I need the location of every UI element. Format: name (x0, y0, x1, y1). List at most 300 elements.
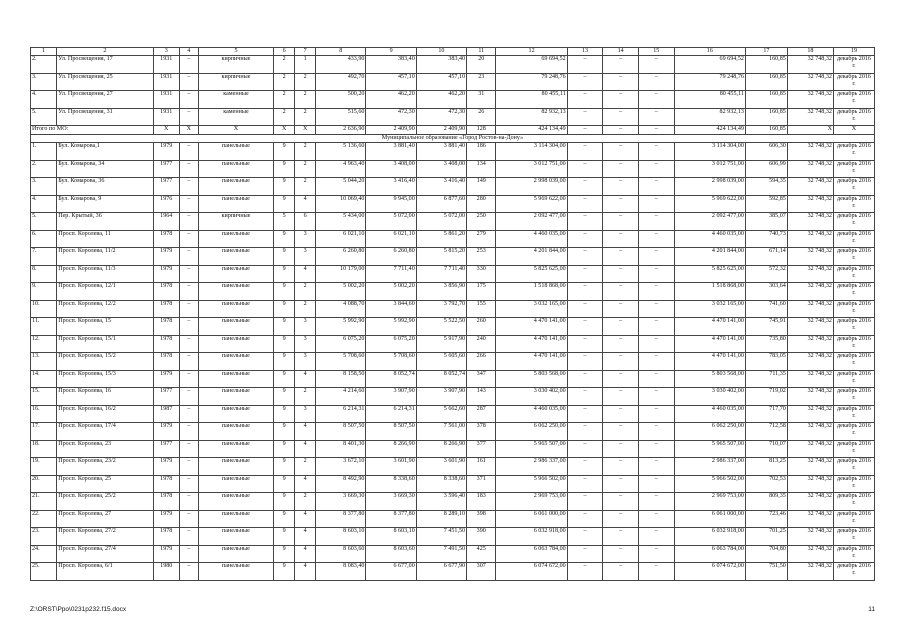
table-cell: 390 (467, 528, 496, 546)
table-cell: 701,25 (745, 528, 787, 546)
table-cell: 5 917,90 (416, 335, 466, 353)
table-cell: 82 932,13 (496, 108, 567, 126)
table-cell: – (179, 423, 198, 441)
table-cell: 4 088,70 (316, 300, 366, 318)
table-cell: 2 (295, 388, 316, 406)
table-cell: декабрь 2016 г. (833, 56, 874, 74)
table-cell: – (179, 178, 198, 196)
table-cell: каменные (198, 108, 273, 126)
table-cell: 723,46 (745, 510, 787, 528)
table-cell: 79 248,76 (674, 73, 745, 91)
table-cell: декабрь 2016 г. (833, 300, 874, 318)
table-cell: 4. (31, 91, 57, 109)
table-cell: Пер. Крытый, 36 (57, 213, 153, 231)
table-cell: 6 074 672,00 (496, 563, 567, 581)
table-cell: панельные (198, 195, 273, 213)
table-cell: 250 (467, 213, 496, 231)
table-row (31, 230, 875, 248)
table-row (31, 108, 875, 126)
table-cell: 1964 (153, 213, 179, 231)
table-cell: – (603, 195, 639, 213)
section-title: Муниципальное образование «Город Ростов-на-Дону» (31, 135, 875, 143)
table-cell: 813,25 (745, 458, 787, 476)
table-cell: 8 266,90 (366, 440, 416, 458)
table-cell: 378 (467, 423, 496, 441)
table-cell: 9 (274, 283, 295, 301)
table-cell: 5 662,60 (416, 405, 466, 423)
table-cell: 69 694,52 (496, 56, 567, 74)
table-cell: 307 (467, 563, 496, 581)
table-cell: 32 748,32 (787, 230, 833, 248)
page-number: 11 (868, 606, 875, 613)
table-cell: – (638, 458, 674, 476)
table-cell: 9 (274, 353, 295, 371)
table-cell: X (153, 126, 179, 135)
table-cell: – (567, 563, 603, 581)
table-cell: панельные (198, 283, 273, 301)
table-cell: 21. (31, 493, 57, 511)
table-cell: – (638, 563, 674, 581)
table-cell: 712,58 (745, 423, 787, 441)
table-row (31, 440, 875, 458)
table-cell: 4 (295, 563, 316, 581)
table-cell: 2 (295, 300, 316, 318)
table-cell: 6 062 250,00 (496, 423, 567, 441)
table-cell: 1978 (153, 300, 179, 318)
table-cell: 515,60 (316, 108, 366, 126)
table-cell: 32 748,32 (787, 528, 833, 546)
table-cell: 32 748,32 (787, 283, 833, 301)
table-row (31, 143, 875, 161)
table-cell: 14. (31, 370, 57, 388)
table-cell: 4 (295, 440, 316, 458)
table-cell: 1978 (153, 230, 179, 248)
table-cell: 23. (31, 528, 57, 546)
table-cell: 13. (31, 353, 57, 371)
table-cell: 32 748,32 (787, 423, 833, 441)
table-cell: – (603, 265, 639, 283)
column-number: 1 (31, 48, 57, 56)
table-cell: 9 (274, 178, 295, 196)
table-cell: – (179, 283, 198, 301)
table-cell: 2 986 337,00 (496, 458, 567, 476)
table-cell: Бул. Комарова,1 (57, 143, 153, 161)
table-cell: 462,20 (366, 91, 416, 109)
table-cell: 5. (31, 108, 57, 126)
table-cell: 2 (274, 91, 295, 109)
table-cell: 4 470 141,00 (496, 335, 567, 353)
table-cell: 10. (31, 300, 57, 318)
table-cell: 161 (467, 458, 496, 476)
table-cell: 1976 (153, 195, 179, 213)
column-number: 16 (674, 48, 745, 56)
table-cell: 1931 (153, 91, 179, 109)
table-cell: – (603, 300, 639, 318)
table-cell: 160,85 (745, 56, 787, 74)
table-cell: X (833, 126, 874, 135)
table-cell: 12. (31, 335, 57, 353)
table-cell: – (603, 563, 639, 581)
table-cell: 6 074 672,00 (674, 563, 745, 581)
table-cell: 3 596,40 (416, 493, 466, 511)
table-cell: декабрь 2016 г. (833, 160, 874, 178)
table-cell: 5 803 568,00 (674, 370, 745, 388)
table-cell: 3 844,60 (366, 300, 416, 318)
table-cell: 6 061 000,00 (496, 510, 567, 528)
table-cell: декабрь 2016 г. (833, 510, 874, 528)
table-cell: 8 289,10 (416, 510, 466, 528)
table-cell: 4 (295, 510, 316, 528)
table-cell: 6 260,80 (316, 248, 366, 266)
table-cell: 5 708,60 (366, 353, 416, 371)
table-cell: 9 (274, 160, 295, 178)
table-cell: 3 792,70 (416, 300, 466, 318)
table-row (31, 300, 875, 318)
table-row (31, 545, 875, 563)
table-cell: 11. (31, 318, 57, 336)
table-cell: – (567, 178, 603, 196)
table-cell: 5 965 507,00 (674, 440, 745, 458)
table-cell: декабрь 2016 г. (833, 213, 874, 231)
table-cell: 5 002,20 (316, 283, 366, 301)
table-cell: Просп. Королева, 23 (57, 440, 153, 458)
table-cell: 25. (31, 563, 57, 581)
table-cell: панельные (198, 545, 273, 563)
table-cell: – (603, 510, 639, 528)
table-row (31, 370, 875, 388)
table-cell: – (179, 248, 198, 266)
table-cell: 6 214,31 (316, 405, 366, 423)
table-cell: 266 (467, 353, 496, 371)
table-cell: 160,85 (745, 73, 787, 91)
table-cell: 280 (467, 195, 496, 213)
table-cell: 6 063 784,00 (674, 545, 745, 563)
table-cell: 3 012 751,00 (496, 160, 567, 178)
table-cell: 1979 (153, 248, 179, 266)
table-cell: панельные (198, 265, 273, 283)
table-cell: 3 672,10 (316, 458, 366, 476)
table-cell: декабрь 2016 г. (833, 265, 874, 283)
table-cell: 7 711,40 (416, 265, 466, 283)
table-cell: 16. (31, 405, 57, 423)
table-cell: – (179, 510, 198, 528)
table-row (31, 423, 875, 441)
table-cell: 3 907,90 (366, 388, 416, 406)
table-cell: – (179, 91, 198, 109)
table-row (31, 178, 875, 196)
table-cell: – (603, 91, 639, 109)
table-cell: 330 (467, 265, 496, 283)
table-cell: 3. (31, 73, 57, 91)
column-number: 8 (316, 48, 366, 56)
table-cell: декабрь 2016 г. (833, 388, 874, 406)
table-cell: – (179, 265, 198, 283)
total-row (31, 126, 875, 135)
table-cell: 80 455,11 (674, 91, 745, 109)
table-cell: 1977 (153, 160, 179, 178)
table-cell: 2 (295, 178, 316, 196)
table-cell: 3 408,00 (416, 160, 466, 178)
table-cell: 5 434,00 (316, 213, 366, 231)
table-cell: 32 748,32 (787, 510, 833, 528)
table-cell: 8 052,74 (416, 370, 466, 388)
table-cell: 740,73 (745, 230, 787, 248)
column-number: 15 (638, 48, 674, 56)
table-cell: 32 748,32 (787, 318, 833, 336)
table-cell: – (638, 318, 674, 336)
table-cell: 398 (467, 510, 496, 528)
table-cell: 4 460 035,00 (496, 230, 567, 248)
table-cell: – (603, 353, 639, 371)
table-cell: декабрь 2016 г. (833, 475, 874, 493)
table-cell: Просп. Королева, 11 (57, 230, 153, 248)
table-cell: Ул. Просвещения, 31 (57, 108, 153, 126)
table-cell: панельные (198, 248, 273, 266)
table-cell: – (567, 143, 603, 161)
table-cell: – (603, 405, 639, 423)
table-cell: 8 401,30 (316, 440, 366, 458)
table-cell: 9 (274, 545, 295, 563)
table-cell: 160,85 (745, 108, 787, 126)
table-cell: 5 825 625,00 (674, 265, 745, 283)
table-cell: 9 (274, 248, 295, 266)
table-cell: – (179, 563, 198, 581)
table-cell: 9 (274, 528, 295, 546)
table-cell: 32 748,32 (787, 545, 833, 563)
table-cell: 155 (467, 300, 496, 318)
table-cell: – (603, 283, 639, 301)
table-cell: – (638, 528, 674, 546)
table-row (31, 335, 875, 353)
table-cell: 3 408,00 (366, 160, 416, 178)
column-number: 11 (467, 48, 496, 56)
table-cell: 9 (274, 230, 295, 248)
table-cell: 32 748,32 (787, 195, 833, 213)
table-cell: – (567, 160, 603, 178)
table-cell: – (179, 108, 198, 126)
table-cell: 8 492,90 (316, 475, 366, 493)
table-cell: 4 214,60 (316, 388, 366, 406)
table-cell: 9 (274, 510, 295, 528)
table-cell: 1979 (153, 370, 179, 388)
table-cell: декабрь 2016 г. (833, 405, 874, 423)
table-cell: 702,53 (745, 475, 787, 493)
table-cell: 457,10 (366, 73, 416, 91)
table-cell: панельные (198, 423, 273, 441)
table-cell: – (638, 423, 674, 441)
table-cell: 5. (31, 213, 57, 231)
table-cell: 2 (295, 73, 316, 91)
table-row (31, 318, 875, 336)
table-cell: 6 (295, 213, 316, 231)
table-cell: Просп. Королева, 17/4 (57, 423, 153, 441)
table-cell: панельные (198, 458, 273, 476)
table-cell: 32 748,32 (787, 440, 833, 458)
table-cell: 32 748,32 (787, 73, 833, 91)
table-cell: декабрь 2016 г. (833, 318, 874, 336)
table-cell: Бул. Комарова, 34 (57, 160, 153, 178)
table-cell: 4 (295, 545, 316, 563)
table-cell: – (603, 126, 639, 135)
table-cell: – (179, 353, 198, 371)
table-cell: 1978 (153, 493, 179, 511)
table-cell: панельные (198, 178, 273, 196)
table-cell: – (603, 545, 639, 563)
table-cell: Просп. Королева, 25 (57, 475, 153, 493)
column-number: 6 (274, 48, 295, 56)
table-cell: – (603, 73, 639, 91)
table-cell: 383,40 (416, 56, 466, 74)
table-row (31, 528, 875, 546)
table-cell: – (638, 195, 674, 213)
table-cell: Просп. Королева, 27 (57, 510, 153, 528)
table-cell: 9 (274, 458, 295, 476)
table-cell: 8 266,90 (416, 440, 466, 458)
table-cell: – (179, 370, 198, 388)
table-cell: – (179, 143, 198, 161)
table-cell: 3 (295, 335, 316, 353)
table-cell: 79 248,76 (496, 73, 567, 91)
table-cell: 7 451,50 (416, 528, 466, 546)
table-cell: 4 (295, 475, 316, 493)
table-cell: – (567, 423, 603, 441)
table-cell: 32 748,32 (787, 178, 833, 196)
table-cell: 492,70 (316, 73, 366, 91)
table-cell: Просп. Королева, 11/2 (57, 248, 153, 266)
table-cell: панельные (198, 388, 273, 406)
table-row (31, 160, 875, 178)
table-cell: 2 (274, 73, 295, 91)
table-cell: 6 032 918,00 (496, 528, 567, 546)
table-cell: 8 507,50 (316, 423, 366, 441)
table-cell: 1980 (153, 563, 179, 581)
table-cell: 1978 (153, 353, 179, 371)
table-cell: декабрь 2016 г. (833, 458, 874, 476)
column-number: 3 (153, 48, 179, 56)
table-cell: 741,60 (745, 300, 787, 318)
table-cell: 5 966 502,00 (496, 475, 567, 493)
table-cell: 32 748,32 (787, 160, 833, 178)
table-cell: 9 (274, 563, 295, 581)
table-cell: декабрь 2016 г. (833, 73, 874, 91)
column-number: 4 (179, 48, 198, 56)
table-cell: 433,90 (316, 56, 366, 74)
table-cell: – (638, 475, 674, 493)
table-cell: 2 (295, 143, 316, 161)
table-cell: 32 748,32 (787, 265, 833, 283)
table-cell: 2 969 753,00 (674, 493, 745, 511)
table-cell: – (567, 213, 603, 231)
table-cell: 2 636,90 (316, 126, 366, 135)
table-cell: 3 (295, 318, 316, 336)
table-cell: 82 932,13 (674, 108, 745, 126)
table-cell: 4 (295, 265, 316, 283)
table-row (31, 475, 875, 493)
table-cell: – (603, 370, 639, 388)
table-cell: 6 032 918,00 (674, 528, 745, 546)
table-cell: – (179, 440, 198, 458)
table-row (31, 283, 875, 301)
table-cell: 3 (295, 353, 316, 371)
table-cell: 6 061 000,00 (674, 510, 745, 528)
table-cell: панельные (198, 300, 273, 318)
table-cell: 1 518 868,00 (674, 283, 745, 301)
table-cell: – (638, 73, 674, 91)
table-cell: 149 (467, 178, 496, 196)
table-cell: Просп. Королева, 15 (57, 318, 153, 336)
table-cell: 9 (274, 370, 295, 388)
table-cell: 2 (295, 160, 316, 178)
table-cell: декабрь 2016 г. (833, 563, 874, 581)
table-cell: 32 748,32 (787, 475, 833, 493)
table-cell: – (638, 353, 674, 371)
table-cell: – (603, 143, 639, 161)
table-cell: – (638, 108, 674, 126)
table-cell: 5 708,60 (316, 353, 366, 371)
table-cell: – (567, 475, 603, 493)
table-cell: 3 881,40 (416, 143, 466, 161)
column-number: 5 (198, 48, 273, 56)
table-cell: – (638, 370, 674, 388)
table-cell: 32 748,32 (787, 91, 833, 109)
table-cell: декабрь 2016 г. (833, 178, 874, 196)
table-cell: 572,32 (745, 265, 787, 283)
table-cell: панельные (198, 475, 273, 493)
table-cell: 260 (467, 318, 496, 336)
table-row (31, 248, 875, 266)
table-cell: 1977 (153, 178, 179, 196)
table-cell: 710,07 (745, 440, 787, 458)
table-cell: 32 748,32 (787, 335, 833, 353)
table-cell: – (638, 300, 674, 318)
table-cell: 6 062 250,00 (674, 423, 745, 441)
table-cell: – (179, 160, 198, 178)
table-cell: – (567, 510, 603, 528)
table-cell: 2 (295, 108, 316, 126)
table-cell: 4 460 035,00 (674, 405, 745, 423)
table-cell: 9 (274, 318, 295, 336)
column-number: 13 (567, 48, 603, 56)
table-cell: 1979 (153, 545, 179, 563)
column-number: 18 (787, 48, 833, 56)
table-cell: 32 748,32 (787, 388, 833, 406)
table-cell: – (179, 56, 198, 74)
table-cell: 2 969 753,00 (496, 493, 567, 511)
table-cell: 4 963,40 (316, 160, 366, 178)
table-cell: 4 201 844,00 (496, 248, 567, 266)
table-cell: 3. (31, 178, 57, 196)
table-cell: 2 998 039,00 (496, 178, 567, 196)
table-cell: 4 470 141,00 (674, 353, 745, 371)
table-cell: 3 416,40 (416, 178, 466, 196)
table-cell: – (567, 300, 603, 318)
table-cell: 32 748,32 (787, 300, 833, 318)
table-cell: 1 (295, 56, 316, 74)
table-cell: 8 052,74 (366, 370, 416, 388)
table-cell: – (179, 475, 198, 493)
table-cell: 6 214,31 (366, 405, 416, 423)
table-cell: – (603, 335, 639, 353)
table-cell: 8 603,10 (316, 528, 366, 546)
table-cell: 2 409,90 (366, 126, 416, 135)
table-cell: – (179, 300, 198, 318)
table-cell: 5 969 622,00 (496, 195, 567, 213)
table-cell: Просп. Королева, 15/1 (57, 335, 153, 353)
table-cell: – (603, 318, 639, 336)
table-cell: – (638, 388, 674, 406)
table-cell: – (567, 353, 603, 371)
table-cell: 7. (31, 248, 57, 266)
